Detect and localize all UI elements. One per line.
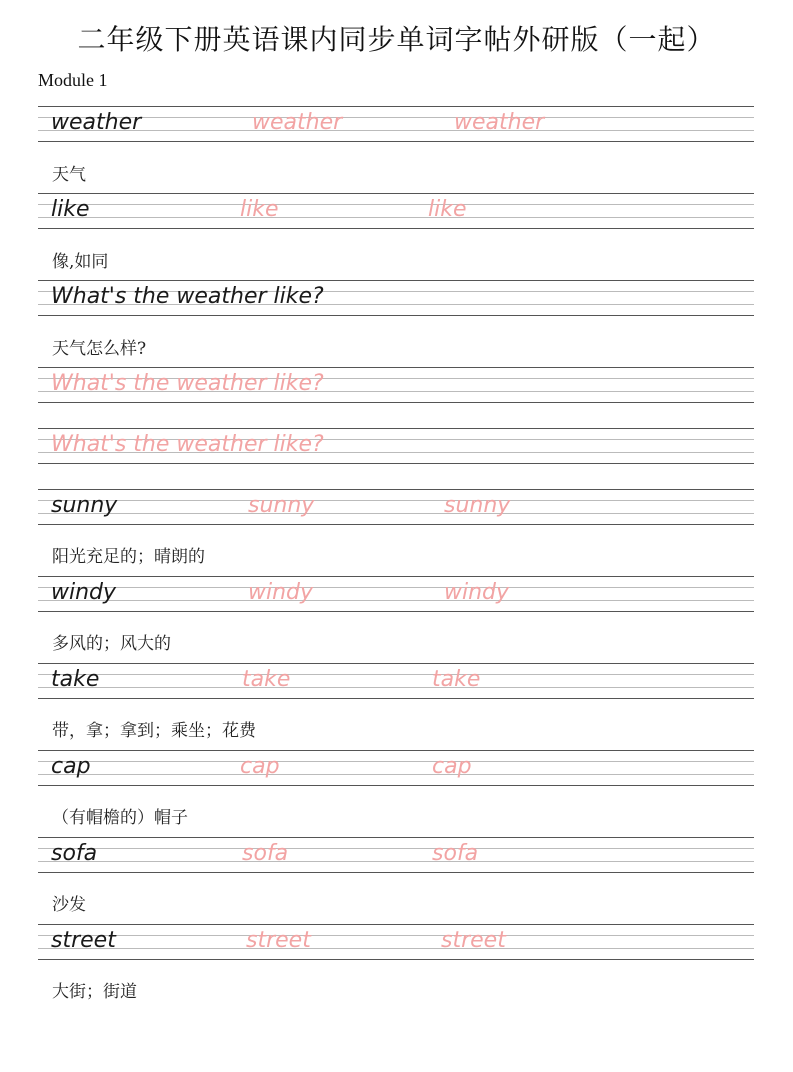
word: sofa [51,841,98,866]
trace-word: windy [248,580,314,605]
meaning: 带，拿；拿到；乘坐；花费 [52,721,256,741]
trace-word: weather [252,110,343,135]
word: sunny [51,493,118,518]
trace-word: windy [444,580,510,605]
module-heading: Module 1 [38,70,108,90]
writing-lines [38,367,754,403]
trace-word: like [428,197,467,222]
word: windy [51,580,117,605]
meaning: 多风的；风大的 [52,634,171,654]
writing-lines [38,837,754,873]
trace-word: cap [240,754,280,779]
writing-lines [38,663,754,699]
page-title: 二年级下册英语课内同步单词字帖外研版（一起） [77,23,716,56]
meaning: （有帽檐的）帽子 [52,808,188,828]
word: take [51,667,100,692]
trace-word: like [240,197,279,222]
trace-word: What's the weather like? [51,432,324,457]
trace-word: weather [454,110,545,135]
meaning: 大街；街道 [52,982,137,1002]
meaning: 阳光充足的；晴朗的 [52,547,205,567]
meaning: 沙发 [52,895,86,915]
trace-word: street [441,928,506,953]
writing-lines [38,106,754,142]
trace-word: sofa [242,841,289,866]
meaning: 像,如同 [52,252,109,272]
writing-lines [38,193,754,229]
word: like [51,197,90,222]
trace-word: sofa [432,841,479,866]
trace-word: sunny [444,493,511,518]
writing-lines [38,750,754,786]
writing-lines [38,489,754,525]
word: street [51,928,116,953]
writing-lines [38,280,754,316]
word: weather [51,110,142,135]
word: What's the weather like? [51,284,324,309]
writing-lines [38,924,754,960]
trace-word: street [246,928,311,953]
writing-lines [38,576,754,612]
trace-word: cap [432,754,472,779]
meaning: 天气怎么样? [52,339,147,359]
trace-word: sunny [248,493,315,518]
trace-word: take [432,667,481,692]
meaning: 天气 [52,165,86,185]
writing-lines [38,428,754,464]
trace-word: take [242,667,291,692]
word: cap [51,754,91,779]
trace-word: What's the weather like? [51,371,324,396]
